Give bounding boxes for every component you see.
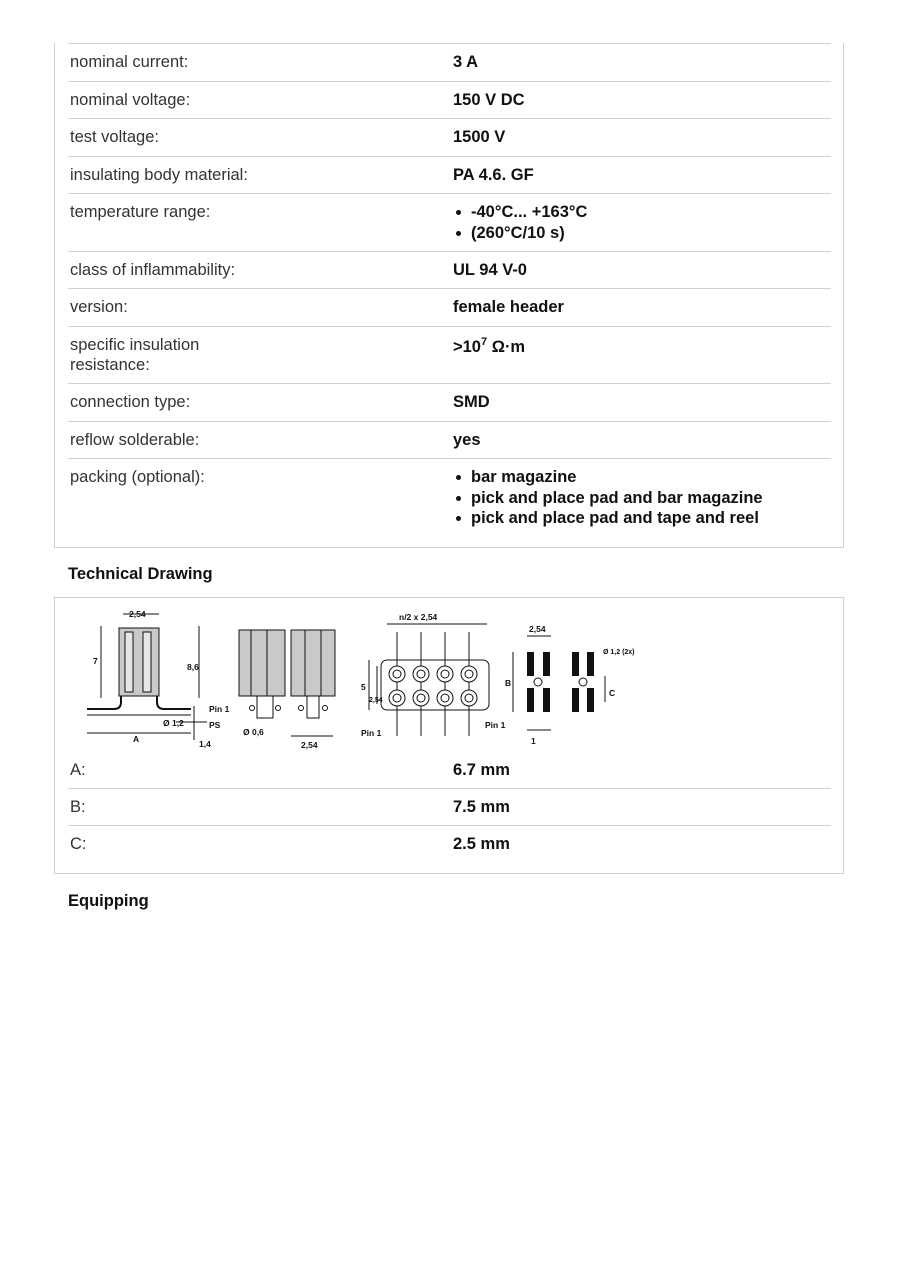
- specifications-panel: [54, 43, 844, 548]
- label-dim-5: 5: [361, 682, 366, 692]
- dimension-value: 7.5 mm: [453, 798, 510, 816]
- label-height-7: 7: [93, 656, 98, 666]
- label-pin1-b: Pin 1: [361, 728, 382, 738]
- spec-label: test voltage:: [70, 128, 159, 146]
- spec-value: SMD: [453, 393, 490, 411]
- spec-label: specific insulation resistance:: [70, 336, 200, 374]
- spec-value: PA 4.6. GF: [453, 166, 534, 184]
- label-pitch-d: 2,54: [529, 624, 546, 634]
- label-ps: PS: [209, 720, 221, 730]
- spec-value-list: [453, 202, 587, 243]
- dimension-row-a: [68, 752, 831, 789]
- spec-value: 3 A: [453, 53, 479, 71]
- spec-value-list: [453, 467, 763, 529]
- label-dim-14: 1,4: [199, 739, 211, 749]
- spec-value: 1500 V: [453, 128, 506, 146]
- label-pitch-n: n/2 x 2,54: [399, 612, 438, 622]
- technical-drawing-panel: [54, 597, 844, 874]
- spec-label: packing (optional):: [70, 468, 205, 486]
- spec-value: female header: [453, 298, 564, 316]
- spec-row-specific-insulation-resistance: [68, 326, 831, 383]
- list-item: pick and place pad and tape and reel: [471, 508, 763, 529]
- spec-row-test-voltage: [68, 118, 831, 156]
- dimension-label: A:: [70, 761, 86, 779]
- spec-label: class of inflammability:: [70, 261, 236, 279]
- label-dia12-2x: Ø 1,2 (2x): [603, 649, 635, 656]
- spec-row-packing: [68, 458, 831, 547]
- side-view-drawing: [87, 614, 207, 740]
- spec-row-class-of-inflammability: [68, 251, 831, 288]
- spec-row-version: [68, 288, 831, 326]
- spec-row-temperature-range: [68, 193, 831, 251]
- dimension-label: B:: [70, 798, 86, 816]
- spec-label: version:: [70, 298, 128, 316]
- spec-label: connection type:: [70, 393, 191, 411]
- front-view-drawing: [239, 630, 335, 736]
- footprint-drawing: [527, 652, 594, 712]
- spec-value: 150 V DC: [453, 91, 525, 109]
- dimension-row-b: [68, 788, 831, 825]
- label-dim-c: C: [609, 688, 616, 698]
- list-item: bar magazine: [471, 467, 763, 488]
- equipping-heading: Equipping: [68, 892, 149, 910]
- technical-drawing-heading: Technical Drawing: [68, 565, 213, 583]
- spec-label: reflow solderable:: [70, 431, 200, 449]
- label-height-86: 8,6: [187, 662, 199, 672]
- value-base: >10: [453, 338, 481, 356]
- label-pitch-a: 2,54: [129, 609, 146, 619]
- spec-row-nominal-current: [68, 43, 831, 81]
- spec-row-insulating-body-material: [68, 156, 831, 193]
- spec-row-reflow-solderable: [68, 421, 831, 458]
- list-item: pick and place pad and bar magazine: [471, 488, 763, 507]
- spec-value: [453, 337, 525, 357]
- spec-label: temperature range:: [70, 203, 211, 221]
- spec-label: nominal current:: [70, 53, 189, 71]
- top-view-drawing: [369, 624, 489, 736]
- list-item: (260°C/10 s): [471, 223, 587, 244]
- spec-row-connection-type: [68, 383, 831, 421]
- label-pitch-c: 2,54: [369, 697, 383, 704]
- label-dim-a: A: [133, 734, 140, 744]
- spec-value: yes: [453, 431, 481, 449]
- dimension-label: C:: [70, 835, 87, 853]
- dimension-row-c: [68, 825, 831, 862]
- label-pitch-b: 2,54: [301, 740, 318, 750]
- technical-drawing-image: [81, 606, 641, 752]
- spec-label: nominal voltage:: [70, 91, 191, 109]
- label-pin1: Pin 1: [209, 704, 230, 714]
- dimension-value: 2.5 mm: [453, 835, 510, 853]
- spec-row-nominal-voltage: [68, 81, 831, 118]
- footprint-dimension-lines: [513, 636, 605, 730]
- spec-label: insulating body material:: [70, 166, 248, 184]
- value-unit: Ω·m: [487, 338, 526, 356]
- label-dim-1: 1: [531, 736, 536, 746]
- label-pin1-c: Pin 1: [485, 720, 506, 730]
- value-exponent: 7: [481, 336, 488, 348]
- label-dia12: Ø 1,2: [163, 718, 184, 728]
- label-dim-b: B: [505, 678, 512, 688]
- dimension-value: 6.7 mm: [453, 761, 510, 779]
- list-item: -40°C... +163°C: [471, 203, 588, 221]
- label-dia06: Ø 0,6: [243, 727, 264, 737]
- spec-value: UL 94 V-0: [453, 261, 527, 279]
